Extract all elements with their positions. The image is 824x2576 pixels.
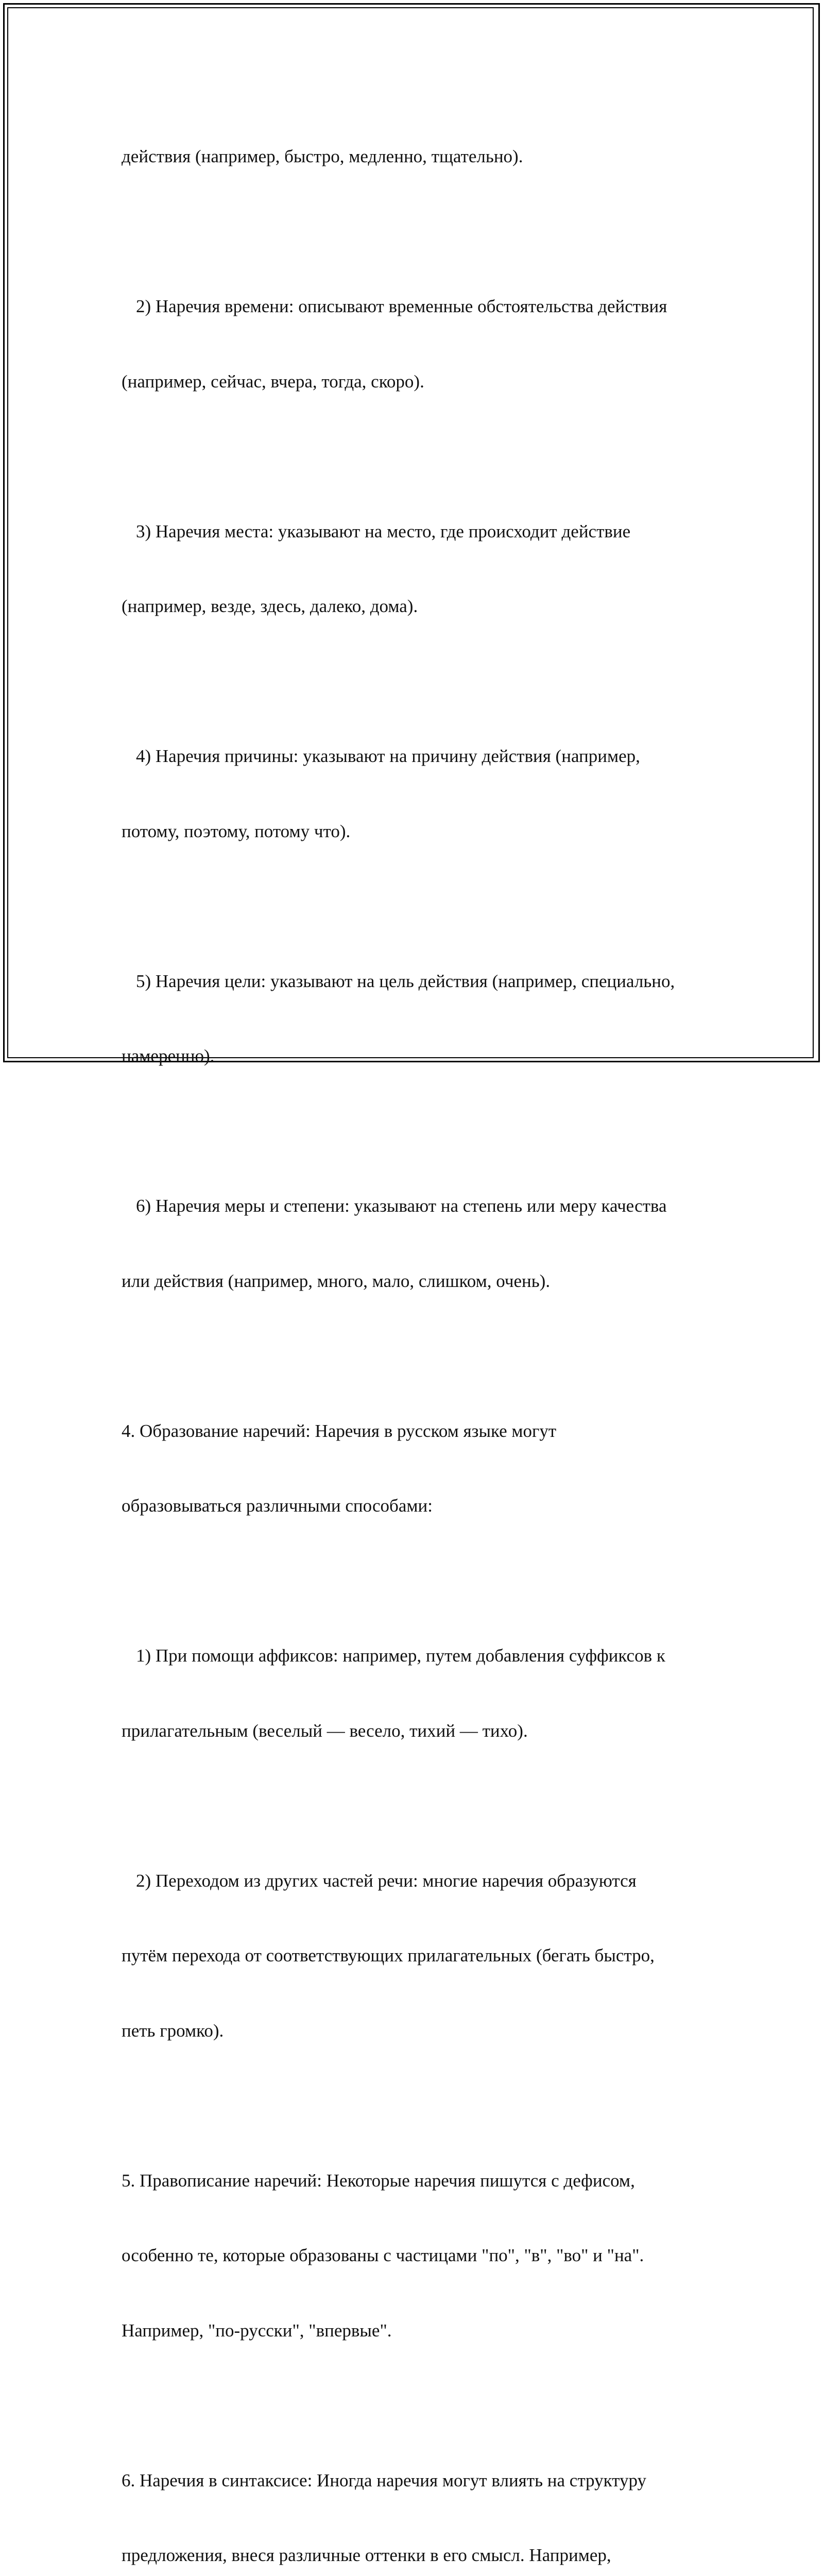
text-line: 6) Наречия меры и степени: указывают на степень или меру качества (136, 1194, 719, 1219)
list-item-formation-transition (122, 1819, 719, 2094)
list-item-adverbs-of-cause (122, 694, 719, 894)
text-line: 5) Наречия цели: указывают на цель действия (например, специально, (136, 969, 719, 994)
list-item-adverbs-of-place (122, 469, 719, 669)
section-adverb-spelling (122, 2119, 719, 2394)
text-line: потому, поэтому, потому что). (122, 819, 719, 844)
list-item-formation-affixes (122, 1594, 719, 1793)
text-line: (например, сейчас, вчера, тогда, скоро). (122, 369, 719, 395)
section-adverb-formation (122, 1369, 719, 1569)
text-line: прилагательным (веселый — весело, тихий — тихо). (122, 1719, 719, 1744)
section-adverbs-in-syntax (122, 2418, 719, 2576)
text-line: 4. Образование наречий: Наречия в русском языке могут (122, 1419, 719, 1444)
document-body (122, 94, 719, 2576)
text-line: 2) Наречия времени: описывают временные обстоятельства действия (136, 294, 719, 319)
text-line: 2) Переходом из других частей речи: многие наречия образуются (136, 1869, 719, 1894)
text-line: 1) При помощи аффиксов: например, путем добавления суффиксов к (136, 1643, 719, 1669)
text-line: 4) Наречия причины: указывают на причину действия (например, (136, 744, 719, 769)
text-line: 6. Наречия в синтаксисе: Иногда наречия могут влиять на структуру (122, 2468, 719, 2494)
list-item-adverbs-of-time (122, 244, 719, 444)
text-line: особенно те, которые образованы с частицами "по", "в", "во" и "на". (122, 2243, 719, 2268)
list-item-adverbs-of-purpose (122, 919, 719, 1119)
text-line: Например, "по-русски", "впервые". (122, 2318, 719, 2344)
text-line: предложения, внеся различные оттенки в его смысл. Например, (122, 2543, 719, 2568)
paragraph-continuation (122, 94, 719, 219)
text-line: петь громко). (122, 2019, 719, 2044)
text-line: 3) Наречия места: указывают на место, где происходит действие (136, 519, 719, 545)
text-line: (например, везде, здесь, далеко, дома). (122, 594, 719, 619)
text-line: действия (например, быстро, медленно, тщательно). (122, 144, 719, 170)
text-line: намеренно). (122, 1044, 719, 1069)
text-line: путём перехода от соответствующих прилагательных (бегать быстро, (122, 1943, 719, 1969)
text-line: образовываться различными способами: (122, 1494, 719, 1519)
list-item-adverbs-of-measure (122, 1144, 719, 1344)
text-line: или действия (например, много, мало, слишком, очень). (122, 1269, 719, 1294)
text-line: 5. Правописание наречий: Некоторые наречия пишутся с дефисом, (122, 2168, 719, 2194)
